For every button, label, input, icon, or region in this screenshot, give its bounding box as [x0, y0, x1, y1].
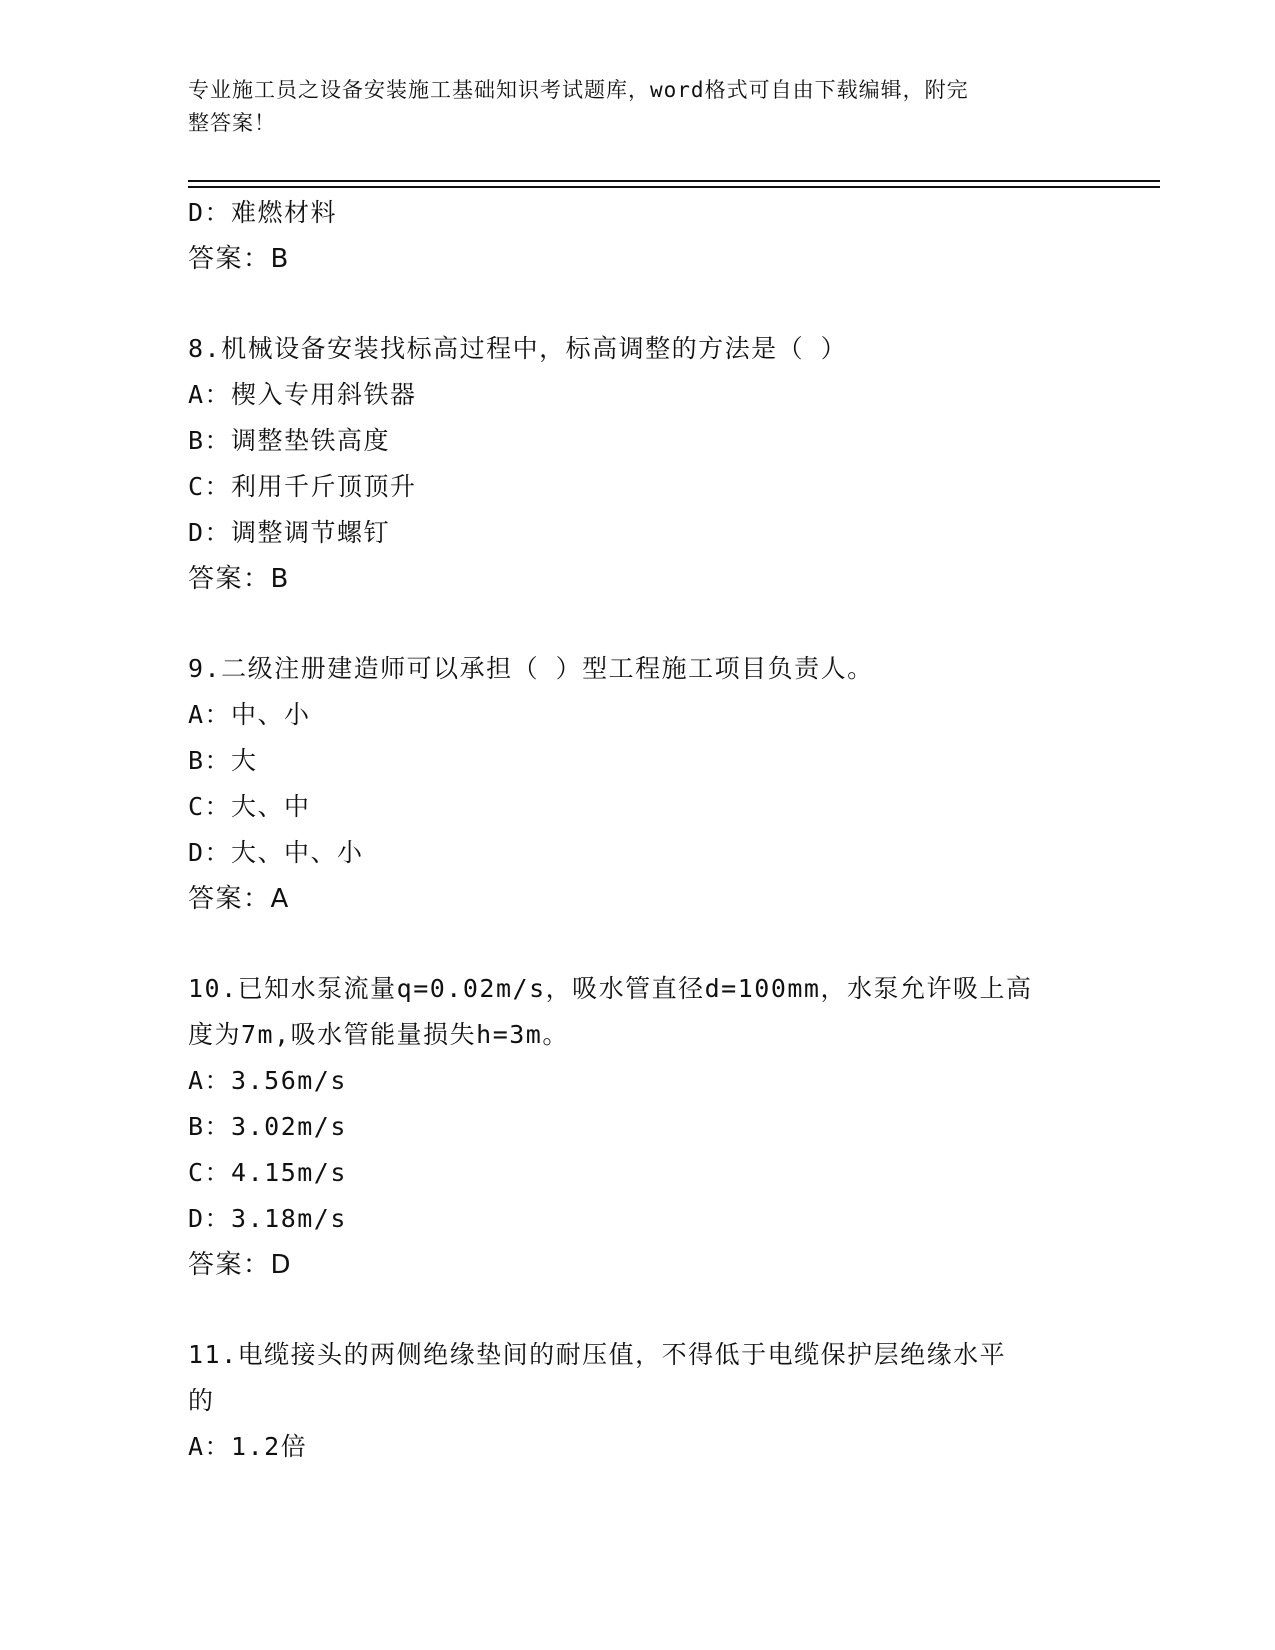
- option-a: A：楔入专用斜铁器: [188, 380, 417, 409]
- option-d: D：3.18m/s: [188, 1204, 347, 1233]
- option-b: B：3.02m/s: [188, 1112, 347, 1141]
- header-line-1: 专业施工员之设备安装施工基础知识考试题库，word格式可自由下载编辑，附完: [188, 78, 969, 102]
- option-c: C：利用千斤顶顶升: [188, 472, 417, 501]
- option-c: C：大、中: [188, 792, 311, 821]
- header-divider-bottom: [188, 186, 1160, 188]
- option-a: A：中、小: [188, 700, 311, 729]
- document-header: [188, 74, 1068, 140]
- question-stem: 9.二级注册建造师可以承担（ ）型工程施工项目负责人。: [188, 654, 874, 683]
- question-stem-line-1: 10.已知水泵流量q=0.02m/s，吸水管直径d=100mm，水泵允许吸上高: [188, 974, 1033, 1003]
- answer-line: 答案：B: [188, 564, 290, 594]
- option-c: C：4.15m/s: [188, 1158, 347, 1187]
- option-a: A：1.2倍: [188, 1432, 308, 1461]
- option-d: D：调整调节螺钉: [188, 518, 391, 547]
- question-10: [188, 966, 1108, 1288]
- option-a: A：3.56m/s: [188, 1066, 347, 1095]
- question-stem-line-2: 度为7m,吸水管能量损失h=3m。: [188, 1020, 569, 1049]
- question-9: [188, 646, 1108, 922]
- question-stem-line-2: 的: [188, 1386, 215, 1415]
- option-d: D：难燃材料: [188, 198, 338, 227]
- question-stem: 8.机械设备安装找标高过程中，标高调整的方法是（ ）: [188, 334, 848, 363]
- option-d: D：大、中、小: [188, 838, 364, 867]
- answer-line: 答案：B: [188, 244, 290, 274]
- option-b: B：调整垫铁高度: [188, 426, 391, 455]
- option-b: B：大: [188, 746, 258, 775]
- answer-line: 答案：D: [188, 1250, 293, 1280]
- answer-line: 答案：A: [188, 884, 290, 914]
- question-11: [188, 1332, 1108, 1470]
- question-8: [188, 326, 1108, 602]
- header-line-2: 整答案！: [188, 111, 276, 135]
- header-divider-top: [188, 180, 1160, 182]
- question-stem-line-1: 11.电缆接头的两侧绝缘垫间的耐压值，不得低于电缆保护层绝缘水平: [188, 1340, 1007, 1369]
- document-body: [188, 190, 1108, 1470]
